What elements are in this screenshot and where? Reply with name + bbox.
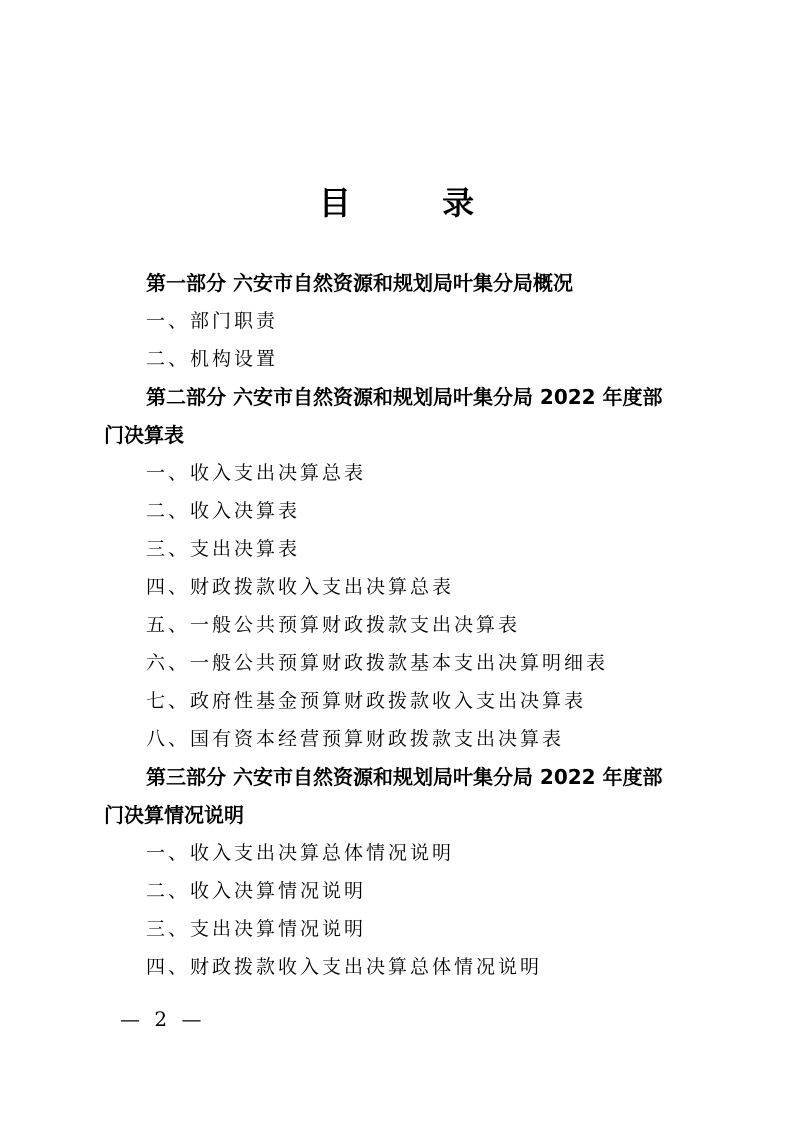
table-of-contents [104,264,704,986]
toc-item: 六、一般公共预算财政拨款基本支出决算明细表 [146,652,609,674]
toc-item: 二、收入决算情况说明 [146,880,367,902]
toc-part-2-heading-continued: 门决算表 [104,423,184,447]
page-number: — 2 — [120,1007,206,1031]
toc-item: 八、国有资本经营预算财政拨款支出决算表 [146,728,565,750]
toc-item: 四、财政拨款收入支出决算总体情况说明 [146,956,543,978]
toc-item: 一、收入支出决算总表 [146,462,367,484]
toc-item: 二、收入决算表 [146,500,301,522]
toc-item: 二、机构设置 [146,348,279,370]
toc-item: 七、政府性基金预算财政拨款收入支出决算表 [146,690,587,712]
toc-part-3-heading: 第三部分 六安市自然资源和规划局叶集分局 2022 年度部 [146,765,663,789]
toc-part-2-heading: 第二部分 六安市自然资源和规划局叶集分局 2022 年度部 [146,385,663,409]
toc-item: 四、财政拨款收入支出决算总表 [146,576,455,598]
toc-item: 五、一般公共预算财政拨款支出决算表 [146,614,521,636]
toc-part-1-heading: 第一部分 六安市自然资源和规划局叶集分局概况 [146,271,573,295]
toc-part-3-heading-continued: 门决算情况说明 [104,803,244,827]
toc-item: 三、支出决算表 [146,538,301,560]
toc-item: 三、支出决算情况说明 [146,918,367,940]
toc-item: 一、收入支出决算总体情况说明 [146,842,455,864]
toc-item: 一、部门职责 [146,310,279,332]
page-title: 目 录 [318,184,515,222]
